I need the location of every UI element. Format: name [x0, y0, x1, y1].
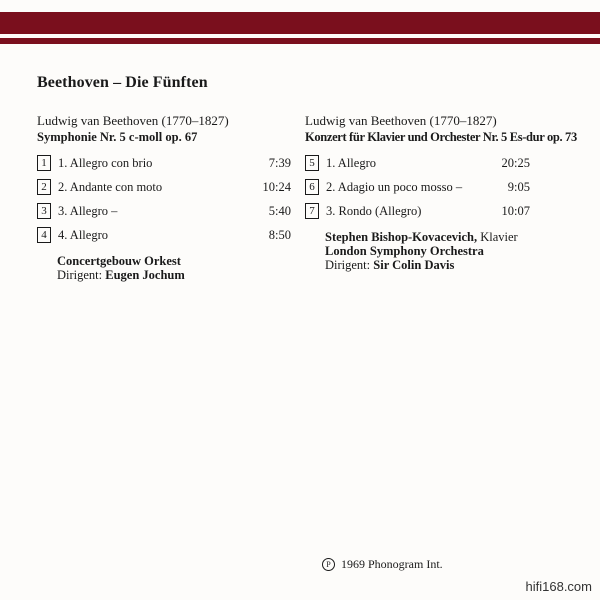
conductor-name: Sir Colin Davis — [373, 258, 455, 272]
track-title: 1. Allegro — [326, 156, 376, 170]
copyright-text: 1969 Phonogram Int. — [341, 557, 443, 571]
soloist-instrument: Klavier — [480, 230, 518, 244]
track-title: 4. Allegro — [58, 228, 108, 242]
track-duration: 5:40 — [268, 204, 291, 218]
copyright-notice — [322, 557, 443, 572]
work-title: Konzert für Klavier und Orchester Nr. 5 Es-dur op. 73 — [305, 130, 577, 144]
track-number: 5 — [305, 155, 319, 171]
watermark: hifi168.com — [525, 579, 592, 594]
track-duration: 9:05 — [507, 180, 530, 194]
track-number: 7 — [305, 203, 319, 219]
conductor-credit — [325, 258, 530, 272]
track-row — [37, 155, 291, 179]
orchestra-name: London Symphony Orchestra — [325, 244, 484, 258]
track-row — [305, 203, 530, 227]
track-list — [305, 155, 530, 227]
track-title: 1. Allegro con brio — [58, 156, 153, 170]
conductor-label: Dirigent: — [57, 268, 103, 282]
performer-credits — [57, 254, 291, 282]
track-row — [37, 203, 291, 227]
conductor-label: Dirigent: — [325, 258, 371, 272]
track-list — [37, 155, 291, 251]
track-title: 3. Allegro – — [58, 204, 118, 218]
track-row — [37, 227, 291, 251]
soloist-credit — [325, 230, 530, 244]
track-duration: 8:50 — [268, 228, 291, 242]
track-row — [305, 179, 530, 203]
track-number: 2 — [37, 179, 51, 195]
left-column — [37, 112, 291, 282]
track-title: 3. Rondo (Allegro) — [326, 204, 422, 218]
album-title: Beethoven – Die Fünften — [37, 74, 208, 91]
composer-line: Ludwig van Beethoven (1770–1827) — [37, 113, 229, 128]
conductor-credit — [57, 268, 291, 282]
track-number: 3 — [37, 203, 51, 219]
track-duration: 10:07 — [501, 204, 530, 218]
right-column — [305, 112, 577, 272]
track-row — [37, 179, 291, 203]
conductor-name: Eugen Jochum — [105, 268, 185, 282]
orchestra-name: Concertgebouw Orkest — [57, 254, 181, 268]
header-band-thin — [0, 38, 600, 44]
track-duration: 20:25 — [501, 156, 530, 170]
phonogram-symbol: P — [322, 558, 335, 571]
performer-credits — [325, 230, 530, 272]
track-title: 2. Adagio un poco mosso – — [326, 180, 463, 194]
track-row — [305, 155, 530, 179]
track-number: 4 — [37, 227, 51, 243]
track-duration: 10:24 — [262, 180, 291, 194]
track-title: 2. Andante con moto — [58, 180, 163, 194]
soloist-name: Stephen Bishop-Kovacevich, — [325, 230, 478, 244]
work-title: Symphonie Nr. 5 c-moll op. 67 — [37, 130, 198, 144]
track-number: 1 — [37, 155, 51, 171]
track-duration: 7:39 — [268, 156, 291, 170]
composer-line: Ludwig van Beethoven (1770–1827) — [305, 113, 497, 128]
header-band — [0, 12, 600, 34]
track-number: 6 — [305, 179, 319, 195]
